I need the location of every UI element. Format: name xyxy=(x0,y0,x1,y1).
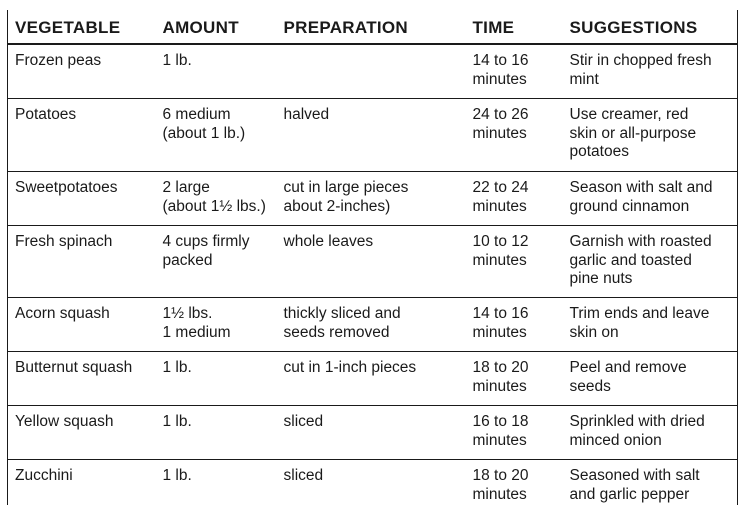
cell-vegetable: Potatoes xyxy=(8,99,156,172)
cell-vegetable: Sweetpotatoes xyxy=(8,172,156,226)
cell-time: 14 to 16 minutes xyxy=(466,44,563,99)
cell-suggestions: Use creamer, red skin or all-purpose potatoes xyxy=(563,99,738,172)
cell-vegetable: Zucchini xyxy=(8,460,156,505)
cell-time: 24 to 26 minutes xyxy=(466,99,563,172)
table-row xyxy=(8,406,738,460)
header-time: TIME xyxy=(466,10,563,44)
cell-preparation: whole leaves xyxy=(277,226,466,298)
header-vegetable: VEGETABLE xyxy=(8,10,156,44)
cell-suggestions: Season with salt and ground cinnamon xyxy=(563,172,738,226)
cell-time: 18 to 20 minutes xyxy=(472,467,529,503)
cell-preparation: cut in large pieces about 2-inches) xyxy=(277,172,466,226)
cell-preparation: thickly sliced and seeds removed xyxy=(277,298,466,352)
cell-vegetable: Acorn squash xyxy=(8,298,156,352)
header-suggestions: SUGGESTIONS xyxy=(563,10,738,44)
cell-suggestions: Garnish with roasted garlic and toasted pine nuts xyxy=(563,226,738,298)
vegetable-cooking-table-container xyxy=(7,10,737,505)
cell-suggestions: Trim ends and leave skin on xyxy=(563,298,738,352)
table-row xyxy=(8,172,738,226)
cell-preparation: cut in 1-inch pieces xyxy=(277,352,466,406)
vegetable-cooking-table xyxy=(7,10,738,505)
cell-suggestions: Peel and remove seeds xyxy=(563,352,738,406)
cell-preparation: sliced xyxy=(283,467,324,484)
cell-amount: 1 lb. xyxy=(156,44,277,99)
table-header xyxy=(8,10,738,44)
cell-suggestions: Sprinkled with dried minced onion xyxy=(563,406,738,460)
cell-preparation xyxy=(277,44,466,99)
cell-amount: 6 medium (about 1 lb.) xyxy=(156,99,277,172)
table-body xyxy=(8,44,738,505)
table-row xyxy=(8,99,738,172)
header-row xyxy=(8,10,738,44)
cell-suggestions: Seasoned with salt and garlic pepper xyxy=(563,460,738,505)
cell-suggestions: Stir in chopped fresh mint xyxy=(563,44,738,99)
cell-amount: 1½ lbs. 1 medium xyxy=(156,298,277,352)
cell-vegetable: Butternut squash xyxy=(8,352,156,406)
table-row xyxy=(8,226,738,298)
cell-time: 22 to 24 minutes xyxy=(466,172,563,226)
table-row xyxy=(8,352,738,406)
cell-amount: 1 lb. xyxy=(162,467,192,484)
header-preparation: PREPARATION xyxy=(277,10,466,44)
cell-preparation: sliced xyxy=(277,406,466,460)
cell-vegetable: Fresh spinach xyxy=(8,226,156,298)
table-row xyxy=(8,460,738,505)
cell-amount: 1 lb. xyxy=(156,406,277,460)
cell-amount: 2 large (about 1½ lbs.) xyxy=(156,172,277,226)
table-row xyxy=(8,298,738,352)
cell-time: 14 to 16 minutes xyxy=(466,298,563,352)
cell-preparation: halved xyxy=(277,99,466,172)
cell-vegetable: Yellow squash xyxy=(8,406,156,460)
cell-vegetable: Frozen peas xyxy=(8,44,156,99)
cell-amount: 4 cups firmly packed xyxy=(156,226,277,298)
cell-time: 18 to 20 minutes xyxy=(466,352,563,406)
cell-time: 16 to 18 minutes xyxy=(466,406,563,460)
header-amount: AMOUNT xyxy=(156,10,277,44)
cell-amount: 1 lb. xyxy=(156,352,277,406)
cell-time: 10 to 12 minutes xyxy=(466,226,563,298)
table-row xyxy=(8,44,738,99)
